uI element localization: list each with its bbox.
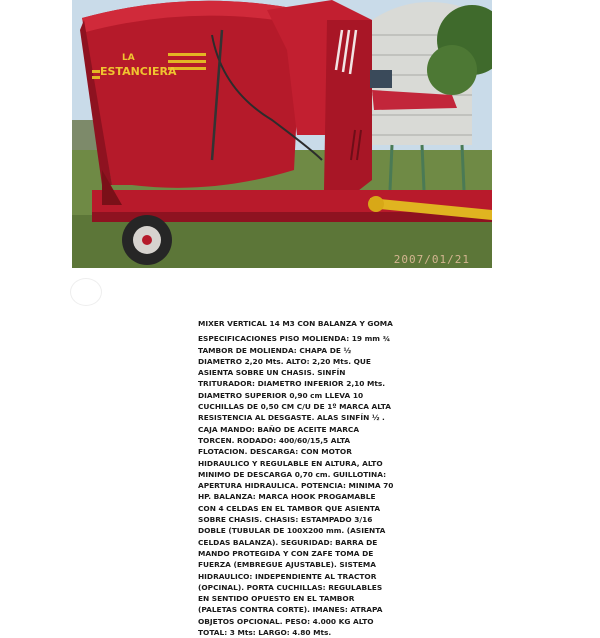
spec-document <box>198 318 410 638</box>
spec-line: HP. BALANZA: MARCA HOOK PROGAMABLE <box>198 492 376 502</box>
spec-line: HIDRAULICO Y REGULABLE EN ALTURA, ALTO <box>198 458 383 468</box>
document-title: MIXER VERTICAL 14 M3 CON BALANZA Y GOMA <box>198 319 393 328</box>
spec-line: CUCHILLAS DE 0,50 CM C/U DE 1º MARCA ALTA <box>198 402 391 412</box>
spec-line: DOBLE (TUBULAR DE 100X200 mm. (ASIENTA <box>198 526 386 536</box>
spec-line: (PALETAS CONTRA CORTE). IMANES: ATRAPA <box>198 605 383 615</box>
spec-line: CAJA MANDO: BAÑO DE ACEITE MARCA <box>198 424 360 434</box>
spec-line: ESPECIFICACIONES PISO MOLIENDA: 19 mm ¾ <box>198 334 391 344</box>
spec-line: EN SENTIDO OPUESTO EN EL TAMBOR <box>198 594 355 604</box>
spec-line: RESISTENCIA AL DESGASTE. ALAS SINFÍN ½ . <box>198 413 385 423</box>
date-stamp: 2007/01/21 <box>393 253 470 266</box>
brand-text-la: LA <box>122 53 135 63</box>
faint-mark <box>70 278 102 306</box>
spec-line: MANDO PROTEGIDA Y CON ZAFE TOMA DE <box>198 548 374 558</box>
spec-line: (OPCINAL). PORTA CUCHILLAS: REGULABLES <box>198 582 383 592</box>
spec-line: APERTURA HIDRAULICA. POTENCIA: MINIMA 70 <box>198 481 394 491</box>
spec-line: ASIENTA SOBRE UN CHASIS. SINFÍN <box>198 368 346 378</box>
brand-text-estanciera: ESTANCIERA <box>100 65 177 78</box>
spec-line: SOBRE CHASIS. CHASIS: ESTAMPADO 3/16 <box>198 515 373 525</box>
spec-line: DIAMETRO SUPERIOR 0,90 cm LLEVA 10 <box>198 390 364 400</box>
spec-line: MINIMO DE DESCARGA 0,70 cm. GUILLOTINA: <box>198 469 387 479</box>
spec-line: OBJETOS OPCIONAL. PESO: 4.000 KG ALTO <box>198 616 374 626</box>
spec-line: TRITURADOR: DIAMETRO INFERIOR 2,10 Mts. <box>198 379 386 389</box>
product-photo <box>72 0 492 268</box>
spec-line: FUERZA (EMBREGUE AJUSTABLE). SISTEMA <box>198 560 376 570</box>
spec-line: DIAMETRO 2,20 Mts. ALTO: 2,20 Mts. QUE <box>198 356 371 366</box>
spec-line: CELDAS BALANZA). SEGURIDAD: BARRA DE <box>198 537 378 547</box>
mixer-wagon-illustration <box>72 0 492 268</box>
spec-line: TORCEN. RODADO: 400/60/15,5 ALTA <box>198 435 351 445</box>
spec-line: HIDRAULICO: INDEPENDIENTE AL TRACTOR <box>198 571 377 581</box>
spec-line: CON 4 CELDAS EN EL TAMBOR QUE ASIENTA <box>198 503 381 513</box>
spec-line: TAMBOR DE MOLIENDA: CHAPA DE ½ <box>198 345 352 355</box>
spec-line: FLOTACION. DESCARGA: CON MOTOR <box>198 447 352 457</box>
spec-line: TOTAL: 3 Mts: LARGO: 4.80 Mts. <box>198 628 332 638</box>
